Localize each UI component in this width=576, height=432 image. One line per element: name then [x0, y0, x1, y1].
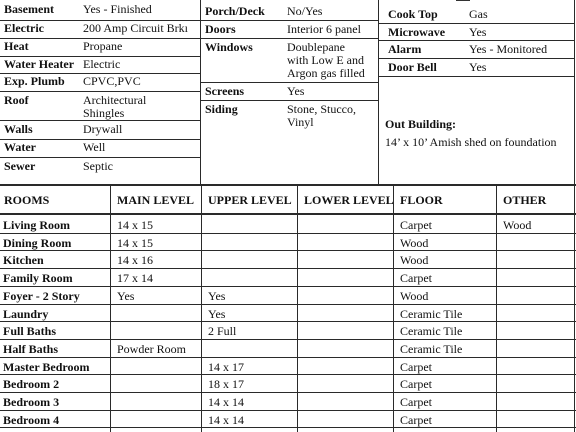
table-column-divider: [393, 186, 394, 432]
table-row-divider: [0, 392, 576, 393]
cut-off-text-fragment: [456, 0, 470, 5]
main-level-header: MAIN LEVEL: [117, 193, 195, 207]
col1-label-electric: Electric: [4, 21, 44, 35]
table-row-divider: [0, 374, 576, 375]
col1-value-sewer: Septic: [83, 159, 113, 173]
table-row-divider: [0, 304, 576, 305]
table-top-border: [0, 184, 576, 186]
col2-label-doors: Doors: [205, 22, 236, 36]
table-row-divider: [0, 410, 576, 411]
upper-level-cell: 18 x 17: [208, 377, 244, 391]
table-column-divider: [297, 186, 298, 432]
floor-cell: Ceramic Tile: [400, 307, 463, 321]
col1-label-sewer: Sewer: [4, 159, 36, 173]
table-column-divider: [574, 186, 575, 432]
col2-value-siding: Vinyl: [287, 115, 314, 129]
main-level-cell: Yes: [117, 289, 135, 303]
col1-value-water: Well: [83, 140, 106, 154]
upper-level-cell: 14 x 14: [208, 413, 244, 427]
table-row-divider: [0, 250, 576, 251]
col3-label-cook-top: Cook Top: [388, 7, 438, 21]
col3-value-cook-top: Gas: [469, 7, 488, 21]
main-level-cell: 14 x 16: [117, 253, 153, 267]
col3-label-alarm: Alarm: [388, 42, 422, 56]
room-name: Dining Room: [3, 236, 72, 250]
col1-row-divider: [0, 91, 200, 92]
col1-value-exp-plumb: CPVC,PVC: [83, 74, 141, 88]
floor-cell: Carpet: [400, 377, 432, 391]
floor-cell: Ceramic Tile: [400, 342, 463, 356]
col1-value-roof: Shingles: [83, 106, 125, 120]
col1-label-basement: Basement: [4, 2, 54, 16]
room-name: Half Baths: [3, 342, 59, 356]
outbuilding-label: Out Building:: [385, 117, 457, 131]
table-row-divider: [0, 286, 576, 287]
floor-cell: Carpet: [400, 395, 432, 409]
col3-value-door-bell: Yes: [469, 60, 487, 74]
floor-cell: Carpet: [400, 271, 432, 285]
features-divider-right: [574, 0, 575, 184]
col2-value-siding: Stone, Stucco,: [287, 102, 356, 116]
col2-label-siding: Siding: [205, 102, 238, 116]
table-row-divider: [0, 357, 576, 358]
other-header: OTHER: [503, 193, 547, 207]
col3-row-divider: [378, 23, 574, 24]
floor-cell: Wood: [400, 236, 429, 250]
main-level-cell: 14 x 15: [117, 236, 153, 250]
col2-value-screens: Yes: [287, 84, 305, 98]
col2-label-porch-deck: Porch/Deck: [205, 4, 265, 18]
features-divider-1: [200, 0, 201, 184]
col1-label-walls: Walls: [4, 122, 33, 136]
other-cell: Wood: [503, 218, 532, 232]
table-header-underline: [0, 213, 576, 215]
col2-row-divider: [200, 82, 378, 83]
col2-label-screens: Screens: [205, 84, 245, 98]
room-name: Foyer - 2 Story: [3, 289, 80, 303]
room-name: Family Room: [3, 271, 73, 285]
table-row-divider: [0, 233, 576, 234]
col1-row-divider: [0, 157, 200, 158]
col3-row-divider: [378, 76, 574, 77]
floor-cell: Wood: [400, 289, 429, 303]
room-name: Laundry: [3, 307, 49, 321]
col1-value-electric: 200 Amp Circuit Brkı: [83, 21, 188, 35]
col3-value-microwave: Yes: [469, 25, 487, 39]
col2-value-doors: Interior 6 panel: [287, 22, 361, 36]
col2-value-windows: Doublepane: [287, 40, 345, 54]
col2-row-divider: [200, 20, 378, 21]
col1-label-roof: Roof: [4, 93, 29, 107]
table-column-divider: [110, 186, 111, 432]
col3-label-microwave: Microwave: [388, 25, 446, 39]
room-name: Master Bedroom: [3, 360, 90, 374]
room-name: Bedroom 3: [3, 395, 60, 409]
col1-value-water-heater: Electric: [83, 57, 121, 71]
floor-cell: Carpet: [400, 413, 432, 427]
upper-level-cell: 14 x 17: [208, 360, 244, 374]
room-name: Living Room: [3, 218, 71, 232]
col2-row-divider: [200, 38, 378, 39]
room-name: Kitchen: [3, 253, 44, 267]
room-name: Full Baths: [3, 324, 57, 338]
outbuilding-value: 14’ x 10’ Amish shed on foundation: [385, 135, 557, 149]
lower-level-header: LOWER LEVEL: [304, 193, 394, 207]
col1-value-roof: Architectural: [83, 93, 147, 107]
table-row-divider: [0, 339, 576, 340]
col2-value-windows: with Low E and: [287, 53, 364, 67]
table-row-divider: [0, 268, 576, 269]
col3-label-door-bell: Door Bell: [388, 60, 437, 74]
col2-value-porch-deck: No/Yes: [287, 4, 323, 18]
col3-value-alarm: Yes - Monitored: [469, 42, 548, 56]
col1-row-divider: [0, 120, 200, 121]
col3-row-divider: [378, 40, 574, 41]
main-level-cell: 14 x 15: [117, 218, 153, 232]
col2-label-windows: Windows: [205, 40, 253, 54]
table-row-divider: [0, 427, 576, 428]
col1-value-basement: Yes - Finished: [83, 2, 152, 16]
col1-label-heat: Heat: [4, 39, 29, 53]
col2-value-windows: Argon gas filled: [287, 66, 365, 80]
rooms-table: [0, 184, 576, 432]
floor-cell: Carpet: [400, 218, 432, 232]
col1-label-exp-plumb: Exp. Plumb: [4, 74, 65, 88]
main-level-cell: 17 x 14: [117, 271, 153, 285]
floor-cell: Ceramic Tile: [400, 324, 463, 338]
floor-cell: Carpet: [400, 360, 432, 374]
col3-row-divider: [378, 58, 574, 59]
upper-level-cell: Yes: [208, 307, 226, 321]
col2-row-divider: [200, 100, 378, 101]
upper-level-cell: 14 x 14: [208, 395, 244, 409]
col1-value-walls: Drywall: [83, 122, 123, 136]
features-divider-2: [378, 0, 379, 184]
floor-cell: Wood: [400, 253, 429, 267]
floor-header: FLOOR: [400, 193, 443, 207]
room-name: Bedroom 2: [3, 377, 60, 391]
col1-value-heat: Propane: [83, 39, 123, 53]
table-column-divider: [496, 186, 497, 432]
table-column-divider: [201, 186, 202, 432]
main-level-cell: Powder Room: [117, 342, 186, 356]
upper-level-cell: Yes: [208, 289, 226, 303]
col1-label-water: Water: [4, 140, 36, 154]
col1-label-water-heater: Water Heater: [4, 57, 75, 71]
upper-level-cell: 2 Full: [208, 324, 237, 338]
upper-level-header: UPPER LEVEL: [208, 193, 292, 207]
rooms-header: ROOMS: [4, 193, 50, 207]
table-row-divider: [0, 321, 576, 322]
room-name: Bedroom 4: [3, 413, 60, 427]
